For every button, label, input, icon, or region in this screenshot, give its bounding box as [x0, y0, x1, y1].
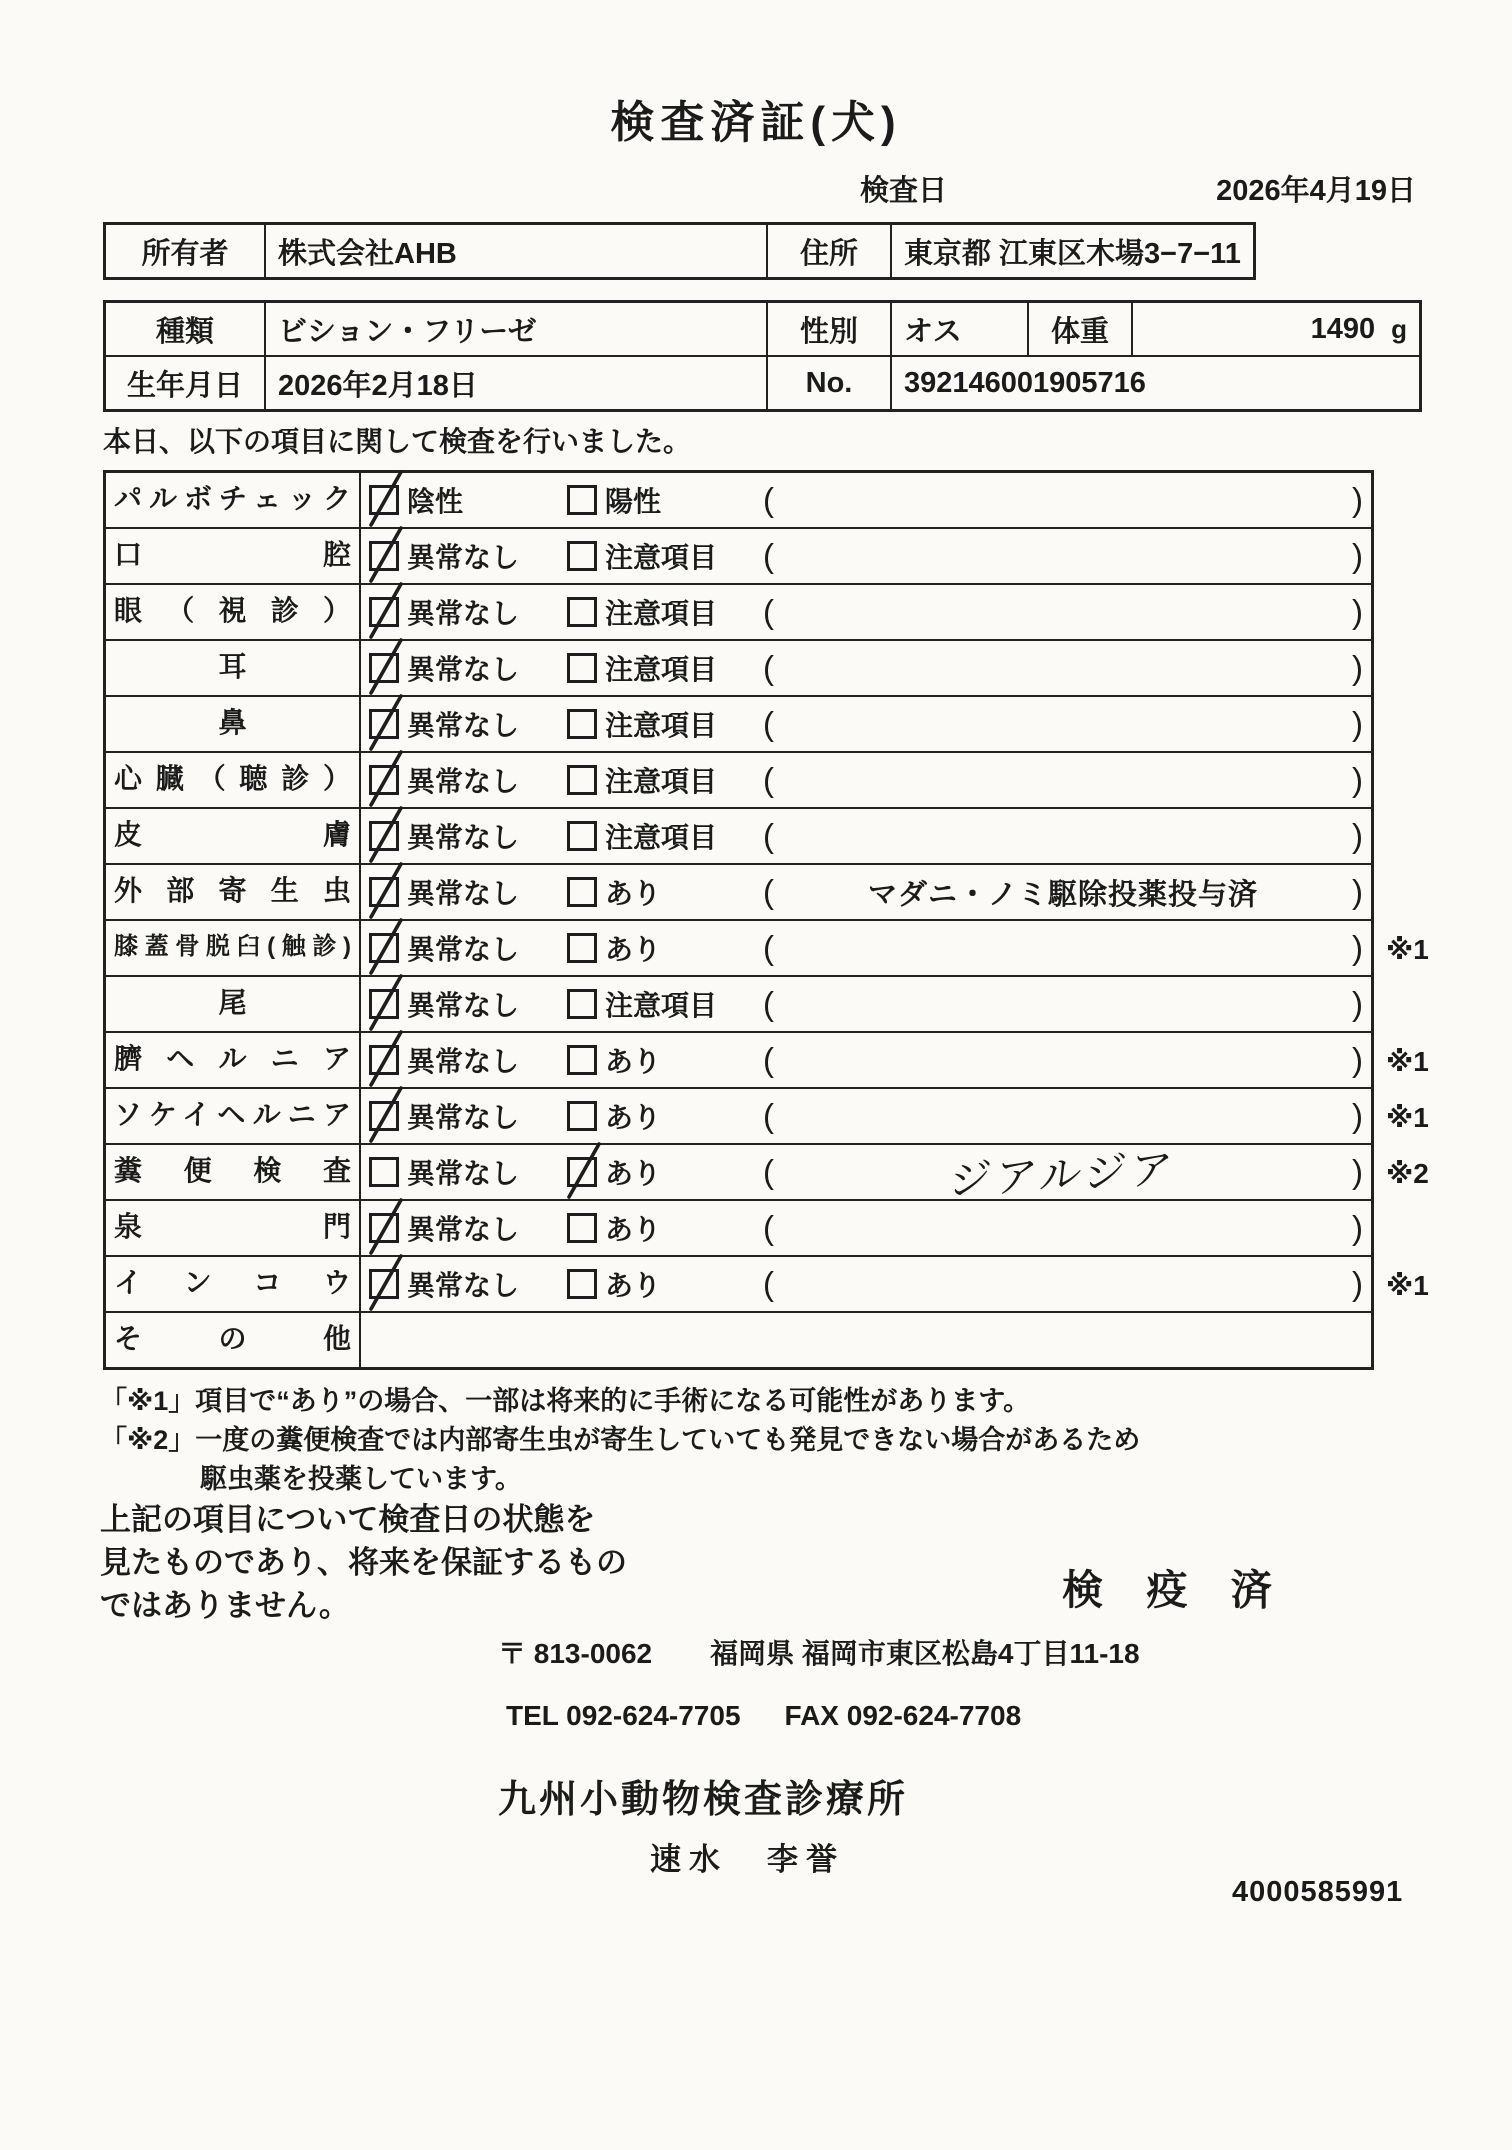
footnote-mark: ※1 — [1386, 1045, 1429, 1077]
check-option-label: 異常なし — [407, 1102, 520, 1133]
clinic-representative: 速水 李誉 — [650, 1842, 845, 1877]
check-item-label: インコウ — [106, 1257, 361, 1311]
checkbox-icon — [567, 933, 597, 963]
check-option-label: あり — [605, 878, 662, 909]
owner-table — [103, 222, 1256, 280]
footnote-mark — [1374, 1201, 1456, 1257]
check-item-label: 尾 — [106, 977, 361, 1031]
check-option-label: 注意項目 — [605, 654, 718, 685]
check-option — [369, 1208, 567, 1248]
weight-cell — [1131, 303, 1419, 355]
checkbox-icon — [567, 541, 597, 571]
check-item-label: 口腔 — [106, 529, 361, 583]
check-option-label: 異常なし — [407, 990, 520, 1021]
checklist-row — [103, 1257, 1456, 1313]
footnote-2: 「※2」一度の糞便検査では内部寄生虫が寄生していても発見できない場合があるため — [100, 1425, 1141, 1455]
paren-close: ) — [1352, 817, 1363, 854]
check-item-content — [361, 473, 1371, 527]
checkbox-checked-icon — [369, 1213, 399, 1243]
paren-close: ) — [1352, 481, 1363, 518]
note-area — [763, 929, 1371, 967]
check-option — [567, 760, 763, 800]
note-area — [763, 1041, 1371, 1079]
owner-address-label: 住所 — [766, 225, 890, 277]
check-option — [567, 1096, 763, 1136]
footnote-mark: ※1 — [1386, 1101, 1429, 1133]
owner-label: 所有者 — [141, 237, 229, 270]
check-option — [567, 536, 763, 576]
paren-open: ( — [763, 761, 774, 798]
birth-value: 2026年2月18日 — [264, 357, 766, 409]
check-item-content — [361, 865, 1371, 919]
check-option — [567, 648, 763, 688]
clinic-telfax-line — [506, 1700, 1021, 1732]
sex-value: オス — [890, 303, 1027, 355]
footnote-mark — [1374, 977, 1456, 1033]
inspection-date-line — [860, 168, 1416, 209]
clinic-postal-code: 〒 813-0062 — [498, 1638, 653, 1669]
sex-label: 性別 — [766, 303, 890, 355]
check-option — [567, 984, 763, 1024]
check-option-label: 陰性 — [407, 486, 464, 517]
footnote-mark — [1374, 1313, 1456, 1370]
clinic-fax: FAX 092-624-7708 — [784, 1700, 1022, 1731]
check-option-label: 異常なし — [407, 878, 520, 909]
checkbox-checked-icon — [369, 933, 399, 963]
checklist-row — [103, 1313, 1456, 1370]
paren-close: ) — [1352, 649, 1363, 686]
disclaimer-line-1: 上記の項目について検査日の状態を — [100, 1502, 596, 1537]
footnote-mark: ※1 — [1386, 933, 1429, 965]
check-option — [567, 1208, 763, 1248]
paren-close: ) — [1352, 1041, 1363, 1078]
paren-open: ( — [763, 873, 774, 910]
check-option — [567, 1264, 763, 1304]
checkbox-icon — [567, 1269, 597, 1299]
checkbox-checked-icon — [369, 1269, 399, 1299]
paren-close: ) — [1352, 929, 1363, 966]
owner-row — [106, 225, 1253, 277]
checklist-row — [103, 753, 1456, 809]
check-option-label: あり — [605, 1158, 662, 1189]
note-area — [763, 481, 1371, 519]
check-option — [369, 648, 567, 688]
check-option-label: 異常なし — [407, 1270, 520, 1301]
check-item-content — [361, 1313, 1371, 1367]
check-option — [369, 816, 567, 856]
check-option — [369, 704, 567, 744]
check-option-label: 注意項目 — [605, 766, 718, 797]
paren-open: ( — [763, 1153, 774, 1190]
check-option — [567, 816, 763, 856]
checklist-row — [103, 809, 1456, 865]
checkbox-checked-icon — [369, 597, 399, 627]
intro-text: 本日、以下の項目に関して検査を行いました。 — [103, 426, 692, 457]
birth-label: 生年月日 — [126, 369, 243, 402]
note-area — [763, 985, 1371, 1023]
check-item-label: 糞便検査 — [106, 1145, 361, 1199]
checkbox-icon — [567, 709, 597, 739]
certificate-no-value: 392146001905716 — [890, 357, 1419, 409]
paren-close: ) — [1352, 705, 1363, 742]
check-option-label: あり — [605, 934, 662, 965]
paren-open: ( — [763, 817, 774, 854]
check-option-label: 異常なし — [407, 710, 520, 741]
note-area — [763, 705, 1371, 743]
check-option-label: あり — [605, 1214, 662, 1245]
check-option-label: 異常なし — [407, 1214, 520, 1245]
checklist-row — [103, 529, 1456, 585]
footnote-mark: ※1 — [1386, 1269, 1429, 1301]
footnote-mark — [1374, 585, 1456, 641]
paren-close: ) — [1352, 1265, 1363, 1302]
note-area — [763, 872, 1371, 913]
check-option — [567, 872, 763, 912]
check-item-content — [361, 1033, 1371, 1087]
paren-open: ( — [763, 649, 774, 686]
clinic-name: 九州小動物検査診療所 — [498, 1779, 909, 1821]
check-option — [369, 1152, 567, 1192]
check-option-label: 異常なし — [407, 934, 520, 965]
checkbox-checked-icon — [369, 1101, 399, 1131]
paren-open: ( — [763, 1041, 774, 1078]
paren-open: ( — [763, 1265, 774, 1302]
check-option-label: 異常なし — [407, 822, 520, 853]
breed-label: 種類 — [155, 315, 214, 348]
check-option — [369, 480, 567, 520]
serial-number: 4000585991 — [1232, 1876, 1404, 1908]
inspection-date-value: 2026年4月19日 — [1216, 175, 1416, 207]
note-area — [763, 593, 1371, 631]
paren-open: ( — [763, 1209, 774, 1246]
note-area — [763, 761, 1371, 799]
note-area — [763, 649, 1371, 687]
check-option — [369, 1264, 567, 1304]
weight-unit: g — [1391, 313, 1407, 344]
check-item-content — [361, 977, 1371, 1031]
breed-value: ビション・フリーゼ — [264, 303, 766, 355]
check-option-label: 注意項目 — [605, 598, 718, 629]
check-option — [567, 928, 763, 968]
paren-close: ) — [1352, 1153, 1363, 1190]
checkbox-checked-icon — [369, 877, 399, 907]
checklist-row — [103, 921, 1456, 977]
checklist-row — [103, 1033, 1456, 1089]
check-item-content — [361, 921, 1371, 975]
check-option — [567, 480, 763, 520]
paren-open: ( — [763, 481, 774, 518]
checkbox-icon — [369, 1157, 399, 1187]
checkbox-checked-icon — [369, 653, 399, 683]
paren-open: ( — [763, 537, 774, 574]
note-area — [763, 1209, 1371, 1247]
note-area — [763, 1142, 1371, 1206]
check-item-label: パルボチェック — [106, 473, 361, 527]
page-title: 検査済証(犬) — [610, 98, 902, 147]
note-area — [763, 817, 1371, 855]
checklist-table — [103, 470, 1456, 1370]
paren-close: ) — [1352, 537, 1363, 574]
checkbox-icon — [567, 1213, 597, 1243]
paren-close: ) — [1352, 873, 1363, 910]
checkbox-icon — [567, 1045, 597, 1075]
paren-close: ) — [1352, 1209, 1363, 1246]
checkbox-icon — [567, 821, 597, 851]
checklist-row — [103, 697, 1456, 753]
checkbox-icon — [567, 765, 597, 795]
check-option-label: あり — [605, 1046, 662, 1077]
checkbox-icon — [567, 989, 597, 1019]
footnote-mark — [1374, 865, 1456, 921]
check-item-content — [361, 529, 1371, 583]
note-area — [763, 1265, 1371, 1303]
paren-open: ( — [763, 985, 774, 1022]
checkbox-checked-icon — [369, 485, 399, 515]
footnote-mark — [1374, 641, 1456, 697]
checklist-row — [103, 585, 1456, 641]
checkbox-checked-icon — [369, 541, 399, 571]
check-option-label: 異常なし — [407, 1046, 520, 1077]
footnote-mark — [1374, 753, 1456, 809]
disclaimer-line-3: ではありません。 — [100, 1588, 350, 1623]
checkbox-icon — [567, 597, 597, 627]
note-text: マダニ・ノミ駆除投薬投与済 — [867, 878, 1258, 911]
footnote-mark — [1374, 470, 1456, 529]
check-option — [369, 984, 567, 1024]
check-item-label: その他 — [106, 1313, 361, 1367]
check-item-label: 耳 — [106, 641, 361, 695]
check-option — [567, 704, 763, 744]
paren-open: ( — [763, 705, 774, 742]
disclaimer-block — [100, 1498, 627, 1627]
checklist-row — [103, 1143, 1456, 1206]
check-option-label: 注意項目 — [605, 710, 718, 741]
checklist-row — [103, 470, 1456, 529]
note-area — [763, 537, 1371, 575]
footnote-2-continued: 駆虫薬を投薬しています。 — [200, 1464, 522, 1494]
check-item-label: 皮膚 — [106, 809, 361, 863]
clinic-postal-line — [498, 1632, 1140, 1672]
check-option — [369, 1040, 567, 1080]
clinic-tel: TEL 092-624-7705 — [506, 1700, 741, 1731]
checkbox-checked-icon — [369, 989, 399, 1019]
check-option — [369, 928, 567, 968]
check-option-label: あり — [605, 1270, 662, 1301]
check-item-label: 膝蓋骨脱臼(触診) — [106, 921, 361, 975]
paren-close: ) — [1352, 1097, 1363, 1134]
check-option — [369, 592, 567, 632]
handwritten-note: ジアルジア — [947, 1143, 1179, 1206]
inspection-date-label: 検査日 — [860, 175, 948, 207]
check-option-label: 異常なし — [407, 1158, 520, 1189]
paren-close: ) — [1352, 761, 1363, 798]
checkbox-icon — [567, 1101, 597, 1131]
check-item-content — [361, 585, 1371, 639]
check-option — [567, 1040, 763, 1080]
check-item-label: ソケイヘルニア — [106, 1089, 361, 1143]
footnote-mark — [1374, 697, 1456, 753]
check-option — [369, 1096, 567, 1136]
checkbox-icon — [567, 485, 597, 515]
weight-label: 体重 — [1027, 303, 1131, 355]
check-option — [369, 760, 567, 800]
check-option — [369, 872, 567, 912]
paren-close: ) — [1352, 985, 1363, 1022]
checklist-row — [103, 865, 1456, 921]
check-option-label: 異常なし — [407, 598, 520, 629]
clinic-address: 福岡県 福岡市東区松島4丁目11-18 — [710, 1638, 1140, 1669]
certificate-no-label: No. — [766, 357, 890, 409]
paren-open: ( — [763, 929, 774, 966]
check-option — [369, 536, 567, 576]
checkbox-checked-icon — [369, 821, 399, 851]
check-item-content — [361, 1257, 1371, 1311]
checkbox-icon — [567, 653, 597, 683]
check-option-label: あり — [605, 1102, 662, 1133]
check-option-label: 注意項目 — [605, 822, 718, 853]
checklist-row — [103, 977, 1456, 1033]
paren-open: ( — [763, 593, 774, 630]
checkbox-checked-icon — [369, 1045, 399, 1075]
check-item-label: 眼（視診） — [106, 585, 361, 639]
check-option-label: 異常なし — [407, 542, 520, 573]
disclaimer-line-2: 見たものであり、将来を保証するもの — [100, 1545, 627, 1580]
checkbox-checked-icon — [567, 1157, 597, 1187]
footnote-1: 「※1」項目で“あり”の場合、一部は将来的に手術になる可能性があります。 — [100, 1386, 1031, 1416]
check-option-label: 陽性 — [605, 486, 662, 517]
check-option-label: 異常なし — [407, 654, 520, 685]
footnotes-block — [100, 1382, 1140, 1499]
check-option-label: 注意項目 — [605, 542, 718, 573]
check-item-label: 外部寄生虫 — [106, 865, 361, 919]
footnote-mark: ※2 — [1386, 1157, 1429, 1189]
check-item-content — [361, 1143, 1371, 1206]
checkbox-checked-icon — [369, 765, 399, 795]
check-item-label: 鼻 — [106, 697, 361, 751]
checklist-row — [103, 641, 1456, 697]
pet-row-2 — [106, 355, 1419, 409]
weight-value: 1490 — [1310, 312, 1376, 345]
quarantine-stamp: 検 疫 済 — [1062, 1567, 1288, 1613]
check-item-label: 心臓（聴診） — [106, 753, 361, 807]
pet-table — [103, 300, 1422, 412]
pet-row-1 — [106, 303, 1419, 355]
paren-open: ( — [763, 1097, 774, 1134]
check-option — [567, 1152, 763, 1192]
checkbox-icon — [567, 877, 597, 907]
check-option — [567, 592, 763, 632]
owner-address-value: 東京都 江東区木場3−7−11 — [890, 225, 1253, 277]
footnote-mark — [1374, 809, 1456, 865]
check-option-label: 注意項目 — [605, 990, 718, 1021]
check-item-label: 臍ヘルニア — [106, 1033, 361, 1087]
owner-value: 株式会社AHB — [264, 225, 766, 277]
checkbox-checked-icon — [369, 709, 399, 739]
check-item-label: 泉門 — [106, 1201, 361, 1255]
check-item-content — [361, 809, 1371, 863]
check-option-label: 異常なし — [407, 766, 520, 797]
note-area — [763, 1097, 1371, 1135]
footnote-mark — [1374, 529, 1456, 585]
check-item-content — [361, 753, 1371, 807]
paren-close: ) — [1352, 593, 1363, 630]
check-item-content — [361, 697, 1371, 751]
check-item-content — [361, 641, 1371, 695]
